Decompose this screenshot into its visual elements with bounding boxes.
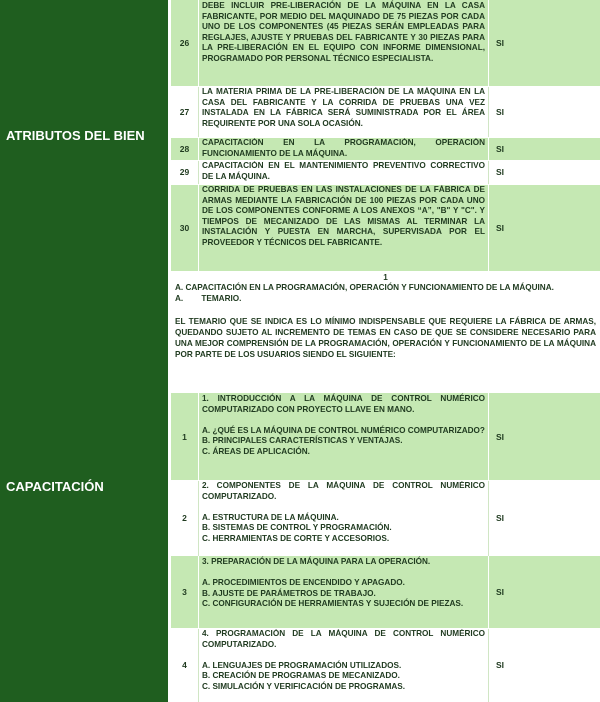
- section-capacitacion: [0, 271, 168, 702]
- intro-subheading: A. TEMARIO.: [175, 294, 242, 303]
- row-number: 28: [171, 137, 199, 160]
- table-row: [171, 556, 600, 628]
- intro-heading: A. CAPACITACIÓN EN LA PROGRAMACIÓN, OPERACIÓN Y FUNCIONAMIENTO DE LA MÁQUINA.: [175, 283, 554, 292]
- row-description: CAPACITACIÓN EN EL MANTENIMIENTO PREVENTIVO CORRECTIVO DE LA MÁQUINA.: [199, 160, 489, 184]
- topic-item: B. AJUSTE DE PARÁMETROS DE TRABAJO.: [202, 588, 376, 598]
- row-number: 3: [171, 556, 199, 628]
- row-answer: SI: [496, 167, 505, 177]
- topic-item: B. PRINCIPALES CARACTERÍSTICAS Y VENTAJAS.: [202, 436, 403, 446]
- row-answer: SI: [496, 587, 505, 597]
- row-number: 1: [171, 393, 199, 480]
- training-intro: [171, 271, 600, 393]
- row-divider: [171, 86, 600, 87]
- topic-title: 1. INTRODUCCIÓN A LA MÁQUINA DE CONTROL NUMÉRICO COMPUTARIZADO CON PROYECTO LLAVE EN MANO.: [202, 394, 485, 414]
- row-answer: SI: [496, 38, 505, 48]
- row-answer: SI: [496, 143, 505, 154]
- topic-item: A. PROCEDIMIENTOS DE ENCENDIDO Y APAGADO.: [202, 578, 405, 588]
- row-divider: [171, 137, 600, 138]
- topic-item: A. ESTRUCTURA DE LA MÁQUINA.: [202, 512, 339, 522]
- row-description: [199, 628, 489, 702]
- topic-item: A. LENGUAJES DE PROGRAMACIÓN UTILIZADOS.: [202, 660, 402, 670]
- row-description: LA MATERIA PRIMA DE LA PRE-LIBERACIÓN DE LA MÁQUINA EN LA CASA DEL FABRICANTE Y LA CORRIDA DE PRUEBAS UNA VEZ INSTALADA EN LA FÁBRICA SERÁ SUMINISTRADA POR EL ÁREA REQUIRENTE POR UNA SOLA OCASIÓN.: [199, 86, 489, 137]
- row-number: 4: [171, 628, 199, 702]
- table-row: [171, 0, 600, 86]
- topic-item: B. CREACIÓN DE PROGRAMAS DE MECANIZADO.: [202, 671, 400, 681]
- row-divider: [171, 628, 600, 629]
- row-divider: [171, 160, 600, 161]
- topic-item: C. ÁREAS DE APLICACIÓN.: [202, 446, 310, 456]
- table-row: [171, 480, 600, 556]
- section-atributos: [0, 0, 168, 271]
- section-atributos-label: ATRIBUTOS DEL BIEN: [6, 128, 145, 143]
- row-description: CAPACITACIÓN EN LA PROGRAMACIÓN, OPERACIÓN FUNCIONAMIENTO DE LA MÁQUINA.: [199, 137, 489, 160]
- section-capacitacion-label: CAPACITACIÓN: [6, 479, 104, 494]
- row-number: 2: [171, 480, 199, 556]
- row-number: 26: [171, 0, 199, 86]
- topic-title: 3. PREPARACIÓN DE LA MÁQUINA PARA LA OPERACIÓN.: [202, 557, 431, 566]
- table-row: [171, 86, 600, 137]
- topic-item: C. SIMULACIÓN Y VERIFICACIÓN DE PROGRAMAS.: [202, 681, 406, 691]
- topic-title: 4. PROGRAMACIÓN DE LA MÁQUINA DE CONTROL NUMÉRICO COMPUTARIZADO.: [202, 629, 485, 649]
- table-row: [171, 393, 600, 480]
- row-divider: [171, 480, 600, 481]
- row-description: [199, 480, 489, 556]
- topic-item: C. HERRAMIENTAS DE CORTE Y ACCESORIOS.: [202, 533, 390, 543]
- intro-paragraph: EL TEMARIO QUE SE INDICA ES LO MÍNIMO INDISPENSABLE QUE REQUIERE LA FÁBRICA DE ARMAS, QUEDANDO SUJETO AL INCREMENTO DE TEMAS EN CASO DE QUE SE CONSIDERE NECESARIO PARA UNA MEJOR COMPRENSIÓN DE LA PROGRAMACIÓN, OPERACIÓN Y FUNCIONAMIENTO DE LA MÁQUINA POR PARTE DE LOS USUARIOS SIENDO EL SIGUIENTE:: [175, 317, 596, 359]
- table-row: [171, 160, 600, 184]
- row-description: [199, 556, 489, 628]
- row-number: 27: [171, 86, 199, 137]
- row-number: 29: [171, 160, 199, 184]
- topic-title: 2. COMPONENTES DE LA MÁQUINA DE CONTROL NUMÉRICO COMPUTARIZADO.: [202, 481, 485, 501]
- table-row: [171, 184, 600, 271]
- row-answer: SI: [496, 660, 505, 670]
- row-number: 30: [171, 184, 199, 271]
- row-divider: [171, 184, 600, 185]
- row-description: CORRIDA DE PRUEBAS EN LAS INSTALACIONES DE LA FÁBRICA DE ARMAS MEDIANTE LA FABRICACIÓN DE 100 PIEZAS POR CADA UNO DE LOS COMPONENTES CONFORME A LOS ANEXOS “A”, "B" Y "C". Y TIEMPOS DE MECANIZADO DE LAS MISMAS AL TERMINAR LA INSTALACIÓN Y PUESTA EN MARCHA, SUPERVISADA POR EL PROVEEDOR Y TÉCNICOS DEL FABRICANTE.: [199, 184, 489, 271]
- row-answer: SI: [496, 106, 505, 117]
- row-answer: SI: [496, 513, 505, 523]
- table-row: [171, 137, 600, 160]
- row-answer: SI: [496, 431, 505, 442]
- topic-item: A. ¿QUÉ ES LA MÁQUINA DE CONTROL NUMÉRICO COMPUTARIZADO?: [202, 425, 485, 435]
- topic-item: C. CONFIGURACIÓN DE HERRAMIENTAS Y SUJECIÓN DE PIEZAS.: [202, 599, 464, 609]
- row-answer: SI: [496, 222, 505, 233]
- row-description: [199, 393, 489, 480]
- topic-item: B. SISTEMAS DE CONTROL Y PROGRAMACIÓN.: [202, 523, 392, 533]
- row-description: DEBE INCLUIR PRE-LIBERACIÓN DE LA MÁQUINA EN LA CASA FABRICANTE, POR MEDIO DEL MAQUINADO DE 75 PIEZAS POR CADA UNO DE LOS COMPONENTES (45 PIEZAS SERÁN EMPLEADAS PARA REGLAJES, AJUSTE Y PRUEBAS DEL FABRICANTE Y 30 PIEZAS PARA LA PRE-LIBERACIÓN EN EL EQUIPO CON INFORME DIMENSIONAL, PROGRAMADO POR PERSONAL TÉCNICO ESPECIALISTA.: [199, 0, 489, 86]
- page-number: 1: [383, 273, 388, 282]
- table-row: [171, 628, 600, 702]
